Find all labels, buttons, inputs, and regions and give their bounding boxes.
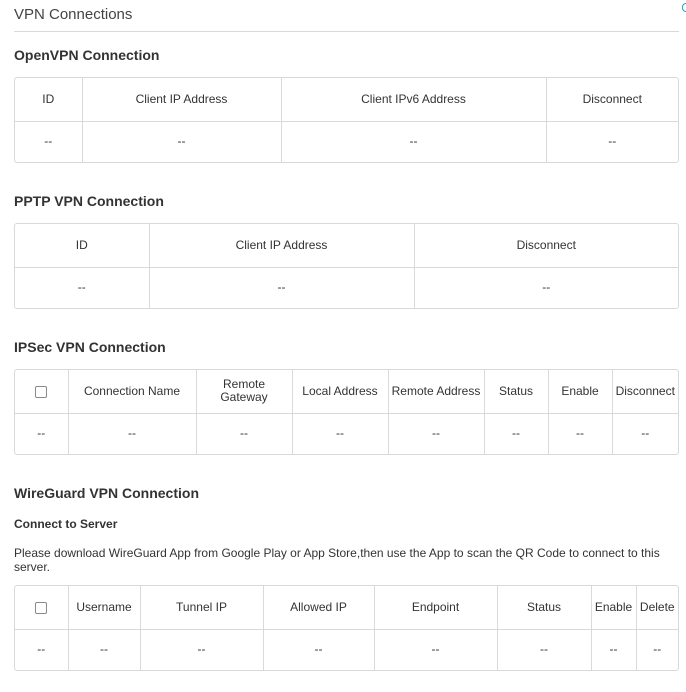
- column-header-local-address: Local Address: [292, 370, 388, 413]
- ipsec-section-title: IPSec VPN Connection: [14, 339, 166, 355]
- table-cell: --: [542, 280, 551, 295]
- column-header-status: Status: [497, 586, 591, 629]
- column-header-disconnect: Disconnect: [516, 237, 576, 252]
- ipsec-table: [14, 369, 679, 455]
- table-cell: --: [82, 121, 281, 162]
- column-header-client-ip: Client IP Address: [149, 224, 414, 267]
- pptp-table: [14, 223, 679, 309]
- wireguard-table: [14, 585, 679, 671]
- table-cell: --: [388, 413, 484, 454]
- column-header-client-ip: Client IP Address: [82, 78, 281, 121]
- column-header-endpoint: Endpoint: [374, 586, 497, 629]
- select-all-cell: [15, 370, 68, 413]
- wireguard-hint-text: Please download WireGuard App from Google Play or App Store,then use the App to scan the QR Code to connect to this server.: [14, 546, 660, 574]
- column-header-remote-gateway: Remote Gateway: [196, 370, 292, 413]
- column-header-allowed-ip: Allowed IP: [263, 586, 374, 629]
- column-header-tunnel-ip: Tunnel IP: [140, 586, 263, 629]
- scroll-indicator: [682, 3, 686, 12]
- column-header-id: ID: [15, 224, 149, 267]
- table-cell: --: [15, 267, 149, 308]
- table-cell: --: [281, 121, 546, 162]
- table-cell: --: [263, 629, 374, 670]
- select-all-cell: [15, 586, 68, 629]
- column-header-disconnect: Disconnect: [615, 383, 675, 398]
- column-header-connection-name: Connection Name: [68, 370, 196, 413]
- column-header-id: ID: [15, 78, 82, 121]
- column-header-enable: Enable: [548, 370, 612, 413]
- table-cell: --: [484, 413, 548, 454]
- wireguard-section-title: WireGuard VPN Connection: [14, 485, 200, 501]
- table-cell: --: [140, 629, 263, 670]
- column-header-remote-address: Remote Address: [388, 370, 484, 413]
- table-cell: --: [548, 413, 612, 454]
- table-cell: --: [653, 642, 662, 657]
- openvpn-table: [14, 77, 679, 163]
- table-cell: --: [497, 629, 591, 670]
- table-cell: --: [591, 629, 636, 670]
- table-cell: --: [641, 426, 650, 441]
- table-header-row: [15, 78, 678, 121]
- table-header-row: [15, 586, 678, 629]
- column-header-disconnect: Disconnect: [582, 91, 642, 106]
- column-header-enable: Enable: [591, 586, 636, 629]
- table-header-row: [15, 224, 678, 267]
- page-title: VPN Connections: [14, 6, 133, 23]
- column-header-username: Username: [68, 586, 140, 629]
- connect-to-server-subtitle: Connect to Server: [14, 517, 118, 531]
- table-header-row: [15, 370, 678, 413]
- table-cell: --: [68, 629, 140, 670]
- select-all-checkbox[interactable]: [35, 602, 47, 614]
- column-header-client-ipv6: Client IPv6 Address: [281, 78, 546, 121]
- table-row: [15, 629, 678, 670]
- table-row: [15, 121, 678, 162]
- table-row: [15, 413, 678, 454]
- table-cell: --: [608, 134, 617, 149]
- column-header-delete: Delete: [639, 599, 675, 614]
- select-all-checkbox[interactable]: [35, 386, 47, 398]
- table-cell: --: [15, 121, 82, 162]
- table-cell: --: [15, 629, 68, 670]
- table-row: [15, 267, 678, 308]
- title-divider: [14, 31, 679, 32]
- table-cell: --: [196, 413, 292, 454]
- table-cell: --: [68, 413, 196, 454]
- table-cell: --: [15, 413, 68, 454]
- table-cell: --: [292, 413, 388, 454]
- openvpn-section-title: OpenVPN Connection: [14, 47, 160, 63]
- column-header-status: Status: [484, 370, 548, 413]
- pptp-section-title: PPTP VPN Connection: [14, 193, 164, 209]
- table-cell: --: [149, 267, 414, 308]
- table-cell: --: [374, 629, 497, 670]
